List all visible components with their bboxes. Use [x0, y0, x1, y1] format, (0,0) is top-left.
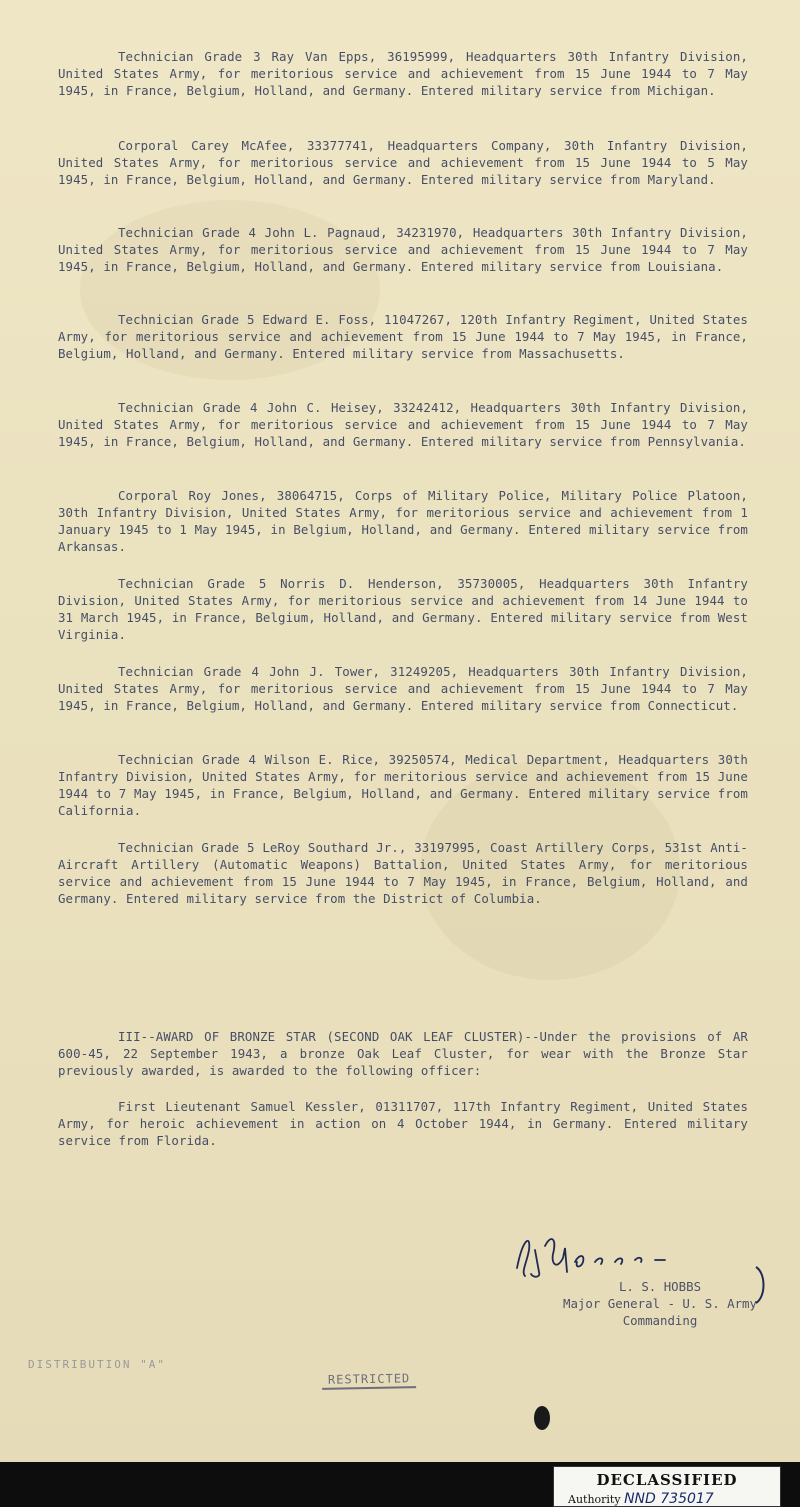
stamp-title: DECLASSIFIED — [596, 1471, 738, 1489]
award-entry-heisey: Technician Grade 4 John C. Heisey, 33242412, Headquarters 30th Infantry Division, United States Army, for meritorious service and achievement from 15 June 1944 to 7 May 1945, in France, Belgium, Holland, and Germany. Entered military service from Pennsylvania. — [58, 400, 748, 449]
award-entry-southard: Technician Grade 5 LeRoy Southard Jr., 33197995, Coast Artillery Corps, 531st Anti-Aircraft Artillery (Automatic Weapons) Battalion, United States Army, for meritorious service and achievement from 15 June 1944 to 7 May 1945, in France, Belgium, Holland, and Germany. Entered military service from the District of Columbia. — [58, 840, 748, 906]
award-entry-tower: Technician Grade 4 John J. Tower, 31249205, Headquarters 30th Infantry Division, United States Army, for meritorious service and achievement from 15 June 1944 to 7 May 1945, in France, Belgium, Holland, and Germany. Entered military service from Connecticut. — [58, 664, 748, 713]
signer-name: L. S. HOBBS — [618, 1279, 702, 1294]
section-iii-heading: III--AWARD OF BRONZE STAR (SECOND OAK LEAF CLUSTER)--Under the provisions of AR 600-45, 22 September 1943, a bronze Oak Leaf Cluster, for wear with the Bronze Star previously awarded, is awarded to the following officer: — [58, 1029, 748, 1078]
award-entry-henderson: Technician Grade 5 Norris D. Henderson, 35730005, Headquarters 30th Infantry Division, United States Army, for meritorious service and achievement from 14 June 1944 to 31 March 1945, in France, Belgium, Holland, and Germany. Entered military service from West Virginia. — [58, 576, 748, 642]
stamp-authority — [554, 1491, 780, 1507]
award-entry-kessler: First Lieutenant Samuel Kessler, 01311707, 117th Infantry Regiment, United States Army, for heroic achievement in action on 4 October 1944, in Germany. Entered military service from Florida. — [58, 1099, 748, 1148]
punch-hole — [533, 1404, 551, 1432]
signer-role: Commanding — [622, 1313, 698, 1328]
award-entry-mcafee: Corporal Carey McAfee, 33377741, Headquarters Company, 30th Infantry Division, United States Army, for meritorious service and achievement from 15 June 1944 to 5 May 1945, in France, Belgium, Holland, and Germany. Entered military service from Maryland. — [58, 138, 748, 187]
award-entry-van-epps: Technician Grade 3 Ray Van Epps, 36195999, Headquarters 30th Infantry Division, United States Army, for meritorious service and achievement from 15 June 1944 to 7 May 1945, in France, Belgium, Holland, and Germany. Entered military service from Michigan. — [58, 49, 748, 98]
distribution-line: DISTRIBUTION "A" — [28, 1358, 166, 1371]
signature-block — [560, 1278, 760, 1329]
signature-graphic — [505, 1228, 745, 1280]
stamp-authority-value: NND 735017 — [624, 1491, 714, 1507]
award-entry-jones: Corporal Roy Jones, 38064715, Corps of Military Police, Military Police Platoon, 30th Infantry Division, United States Army, for meritorious service and achievement from 1 January 1945 to 1 May 1945, in Belgium, Holland, and Germany. Entered military service from Arkansas. — [58, 488, 748, 554]
stamp-authority-label: Authority — [568, 1493, 621, 1506]
award-entry-pagnaud: Technician Grade 4 John L. Pagnaud, 34231970, Headquarters 30th Infantry Division, United States Army, for meritorious service and achievement from 15 June 1944 to 7 May 1945, in France, Belgium, Holland, and Germany. Entered military service from Louisiana. — [58, 225, 748, 274]
award-entry-rice: Technician Grade 4 Wilson E. Rice, 39250574, Medical Department, Headquarters 30th Infantry Division, United States Army, for meritorious service and achievement from 15 June 1944 to 7 May 1945, in France, Belgium, Holland, and Germany. Entered military service from California. — [58, 752, 748, 818]
restricted-marking: RESTRICTED — [322, 1371, 417, 1390]
signer-title: Major General - U. S. Army — [563, 1296, 757, 1311]
declassified-stamp — [553, 1466, 781, 1507]
award-entry-foss: Technician Grade 5 Edward E. Foss, 11047267, 120th Infantry Regiment, United States Army, for meritorious service and achievement from 15 June 1944 to 7 May 1945, in France, Belgium, Holland, and Germany. Entered military service from Massachusetts. — [58, 312, 748, 361]
